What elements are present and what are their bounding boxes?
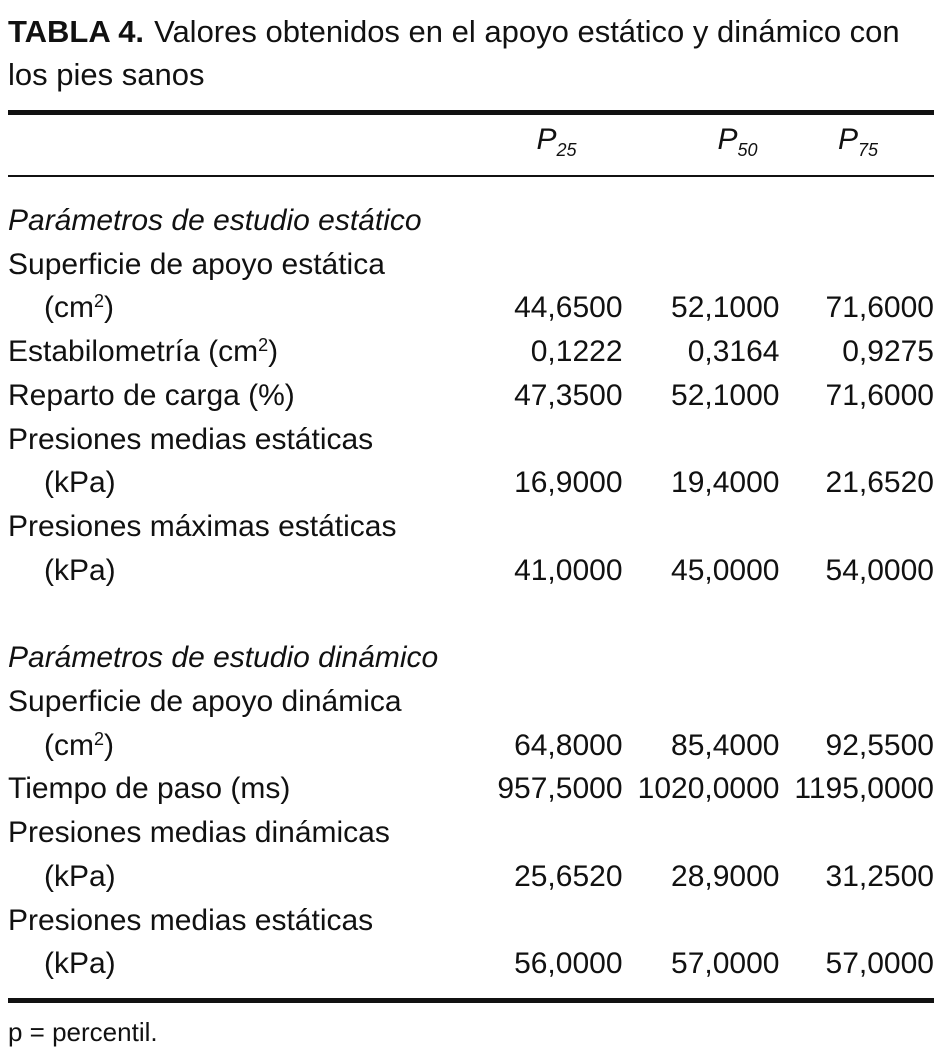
value-cell: 57,0000 [825,947,934,981]
bottom-rule [8,998,934,1003]
value-cell: 0,3164 [687,335,780,369]
value-cell: 85,4000 [671,728,780,762]
value-cell: 0,9275 [842,335,934,369]
value-cell: 92,5500 [825,728,934,762]
header-empty-cell [8,115,484,175]
value-cell: 1195,0000 [794,772,934,806]
table-row: Superficie de apoyo estática [8,247,385,281]
table-row: Tiempo de paso (ms) 957,5000 1020,0000 1195,0000 [8,767,934,811]
value-cell: 44,6500 [514,291,623,325]
table-row: Superficie de apoyo dinámica [8,685,402,719]
header-p50: $P_{50}$ [717,122,758,160]
table-caption [8,0,934,96]
value-cell: 31,2500 [825,859,934,893]
table-row: (kPa) 16,9000 19,4000 21,6520 [8,461,934,505]
header-p25: $P_{25}$ [536,122,577,160]
value-cell: 64,8000 [514,728,623,762]
table-title: Valores obtenidos en el apoyo estático y dinámico con los pies sanos [8,14,900,92]
data-table [8,115,934,998]
value-cell: 57,0000 [671,947,780,981]
value-cell: 21,6520 [825,466,934,500]
value-cell: 19,4000 [671,466,780,500]
table-footnote: p = percentil. [8,1016,158,1047]
value-cell: 56,0000 [514,947,623,981]
value-cell: 0,1222 [530,335,623,369]
header-row [8,115,934,175]
value-cell: 54,0000 [825,553,934,587]
table-row: $(cm^2)$ 44,6500 52,1000 71,6000 [8,286,934,330]
table-row: Presiones máximas estáticas [8,509,397,543]
value-cell: 52,1000 [671,291,780,325]
value-cell: 28,9000 [671,859,780,893]
value-cell: 71,6000 [825,378,934,412]
table-document [8,0,934,1048]
value-cell: 41,0000 [514,553,623,587]
value-cell: 16,9000 [514,466,623,500]
table-row: Estabilometría $(cm^2)$ 0,1222 0,3164 0,9275 [8,330,934,374]
table-row: Presiones medias dinámicas [8,816,390,850]
value-cell: 25,6520 [514,859,623,893]
table-row: (kPa) 41,0000 45,0000 54,0000 [8,549,934,593]
section-header-static: Parámetros de estudio estático [8,204,422,237]
value-cell: 52,1000 [671,378,780,412]
table-row: $(cm^2)$ 64,8000 85,4000 92,5500 [8,724,934,768]
table-row: (kPa) 56,0000 57,0000 57,0000 [8,942,934,986]
value-cell: 71,6000 [825,291,934,325]
table-row: Reparto de carga (%) 47,3500 52,1000 71,6000 [8,374,934,418]
table-row: (kPa) 25,6520 28,9000 31,2500 [8,855,934,899]
value-cell: 45,0000 [671,553,780,587]
table-label: TABLA 4. [8,14,145,49]
value-cell: 1020,0000 [637,772,780,806]
table-row: Presiones medias estáticas [8,422,374,456]
value-cell: 47,3500 [514,378,623,412]
table-row: Presiones medias estáticas [8,903,374,937]
section-header-dynamic: Parámetros de estudio dinámico [8,641,439,675]
header-p75: $P_{75}$ [837,122,878,160]
value-cell: 957,5000 [497,772,623,806]
